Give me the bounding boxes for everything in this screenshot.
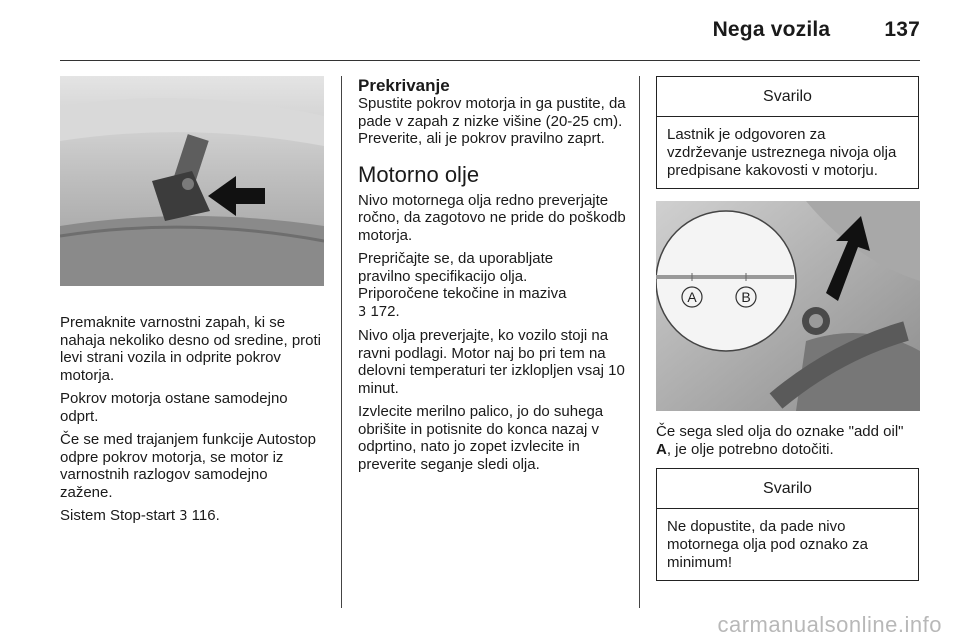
section-heading: Motorno olje [358, 161, 480, 187]
warning-title: Svarilo [657, 77, 918, 117]
xref-symbol: 3 [179, 509, 188, 524]
col1-paragraph-3: Če se med trajanjem funkcije Autostop odpre pokrov motorja, se motor iz varnostnih razlogov samodejno zažene. [60, 431, 316, 501]
closing-subheading: Prekrivanje [358, 76, 450, 95]
oil-paragraph-3: Nivo olja preverjajte, ko vozilo stoji na ravni podlagi. Motor naj bo pri tem na delovni temperaturi ter izklopljen vsaj 10 minut. [358, 327, 625, 397]
col1-paragraph-1: Premaknite varnostni zapah, ki se nahaja nekoliko desno od sredine, proti levi strani vozila in odprite pokrov motorja. [60, 314, 322, 384]
dipstick-label-b: B [741, 289, 751, 305]
page-header [713, 18, 920, 42]
col1-paragraph-2: Pokrov motorja ostane samodejno odprt. [60, 390, 288, 425]
closing-paragraph: Spustite pokrov motorja in ga pustite, da pade v zapah z nizke višine (20-25 cm). Preverite, ali je pokrov pravilno zaprt. [358, 95, 626, 147]
add-oil-paragraph [656, 423, 920, 458]
watermark: carmanualsonline.info [717, 612, 942, 637]
page-number: 137 [884, 18, 920, 41]
add-oil-text-end: , je olje potrebno dotočiti. [666, 440, 834, 458]
xref-text: Sistem Stop-start [60, 507, 176, 524]
column-3 [656, 76, 920, 581]
p2-ref-page: 172. [370, 302, 400, 320]
hood-latch-photo [60, 76, 324, 286]
page-title: Nega vozila [712, 18, 831, 41]
oil-paragraph-4: Izvlecite merilno palico, jo do suhega obrišite in potisnite do konca nazaj v odprtino, nato jo zopet izvlecite in preverite seganje sledi olja. [358, 403, 604, 473]
warning-body: Ne dopustite, da pade nivo motornega olja pod oznako za minimum! [667, 518, 868, 571]
column-divider [341, 76, 342, 608]
warning-body: Lastnik je odgovoren za vzdrževanje ustreznega nivoja olja predpisane kakovosti v motorju. [667, 126, 897, 179]
warning-title: Svarilo [657, 469, 918, 509]
warning-box-2 [656, 468, 919, 581]
p2-line-1: Prepričajte se, da uporabljate [358, 250, 554, 267]
column-divider [639, 76, 640, 608]
column-2 [358, 76, 626, 479]
p2-line-2: pravilno specifikacijo olja. [358, 267, 528, 285]
dipstick-photo [656, 201, 920, 411]
column-1 [60, 76, 324, 532]
p2-line-3: Priporočene tekočine in maziva [358, 285, 567, 302]
mark-a: A [656, 440, 667, 458]
add-oil-text: Če sega sled olja do oznake "add oil" [656, 423, 904, 440]
dipstick-label-a: A [687, 289, 697, 305]
p2-ref-symbol: 3 [358, 304, 367, 320]
oil-paragraph-2 [358, 250, 626, 321]
xref-page: 116. [191, 507, 220, 524]
warning-box-1 [656, 76, 919, 189]
header-rule [60, 60, 920, 61]
oil-paragraph-1: Nivo motornega olja redno preverjajte ročno, da zagotovo ne pride do poškodb motorja. [358, 191, 626, 244]
stop-start-xref [60, 507, 324, 526]
